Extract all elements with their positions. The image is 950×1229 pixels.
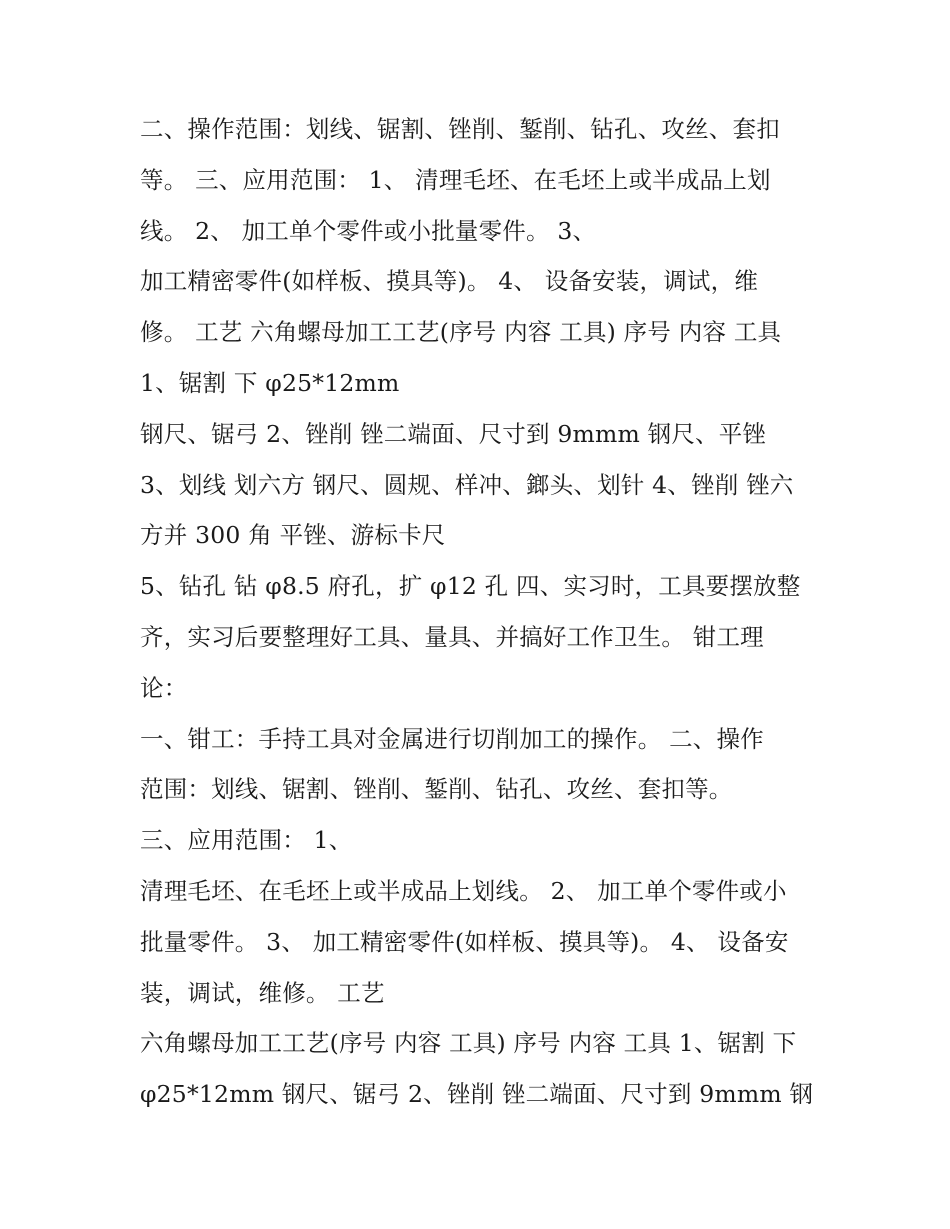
- text-line: 批量零件。 3、 加工精密零件(如样板、摸具等)。 4、 设备安: [140, 927, 789, 956]
- text-line: 5、钻孔 钻 φ8.5 府孔，扩 φ12 孔 四、实习时，工具要摆放整: [140, 572, 801, 601]
- text-line: 六角螺母加工工艺(序号 内容 工具) 序号 内容 工具 1、锯割 下: [140, 1029, 797, 1058]
- text-line: 一、钳工：手持工具对金属进行切削加工的操作。 二、操作: [140, 724, 764, 753]
- text-line: 三、应用范围： 1、: [140, 826, 353, 855]
- text-line: 线。 2、 加工单个零件或小批量零件。 3、: [140, 216, 597, 245]
- text-line: 齐，实习后要整理好工具、量具、并搞好工作卫生。 钳工理: [140, 622, 764, 651]
- document-body: [140, 104, 820, 1120]
- text-line: φ25*12mm 钢尺、锯弓 2、锉削 锉二端面、尺寸到 9mmm 钢: [140, 1080, 814, 1109]
- text-line: 3、划线 划六方 钢尺、圆规、样冲、鎯头、划针 4、锉削 锉六: [140, 470, 794, 499]
- text-line: 加工精密零件(如样板、摸具等)。 4、 设备安装，调试，维: [140, 267, 759, 296]
- text-line: 修。 工艺 六角螺母加工工艺(序号 内容 工具) 序号 内容 工具: [140, 318, 782, 347]
- text-line: 论：: [140, 673, 188, 702]
- text-line: 清理毛坯、在毛坯上或半成品上划线。 2、 加工单个零件或小: [140, 876, 787, 905]
- text-line: 范围：划线、锯割、锉削、錾削、钻孔、攻丝、套扣等。: [140, 775, 733, 804]
- text-line: 等。 三、应用范围： 1、 清理毛坯、在毛坯上或半成品上划: [140, 165, 771, 194]
- text-line: 方并 300 角 平锉、游标卡尺: [140, 521, 446, 550]
- text-line: 钢尺、锯弓 2、锉削 锉二端面、尺寸到 9mmm 钢尺、平锉: [140, 419, 767, 448]
- text-line: 1、锯割 下 φ25*12mm: [140, 368, 400, 397]
- text-line: 装，调试，维修。 工艺: [140, 978, 385, 1007]
- text-line: 二、操作范围：划线、锯割、锉削、錾削、钻孔、攻丝、套扣: [140, 115, 780, 143]
